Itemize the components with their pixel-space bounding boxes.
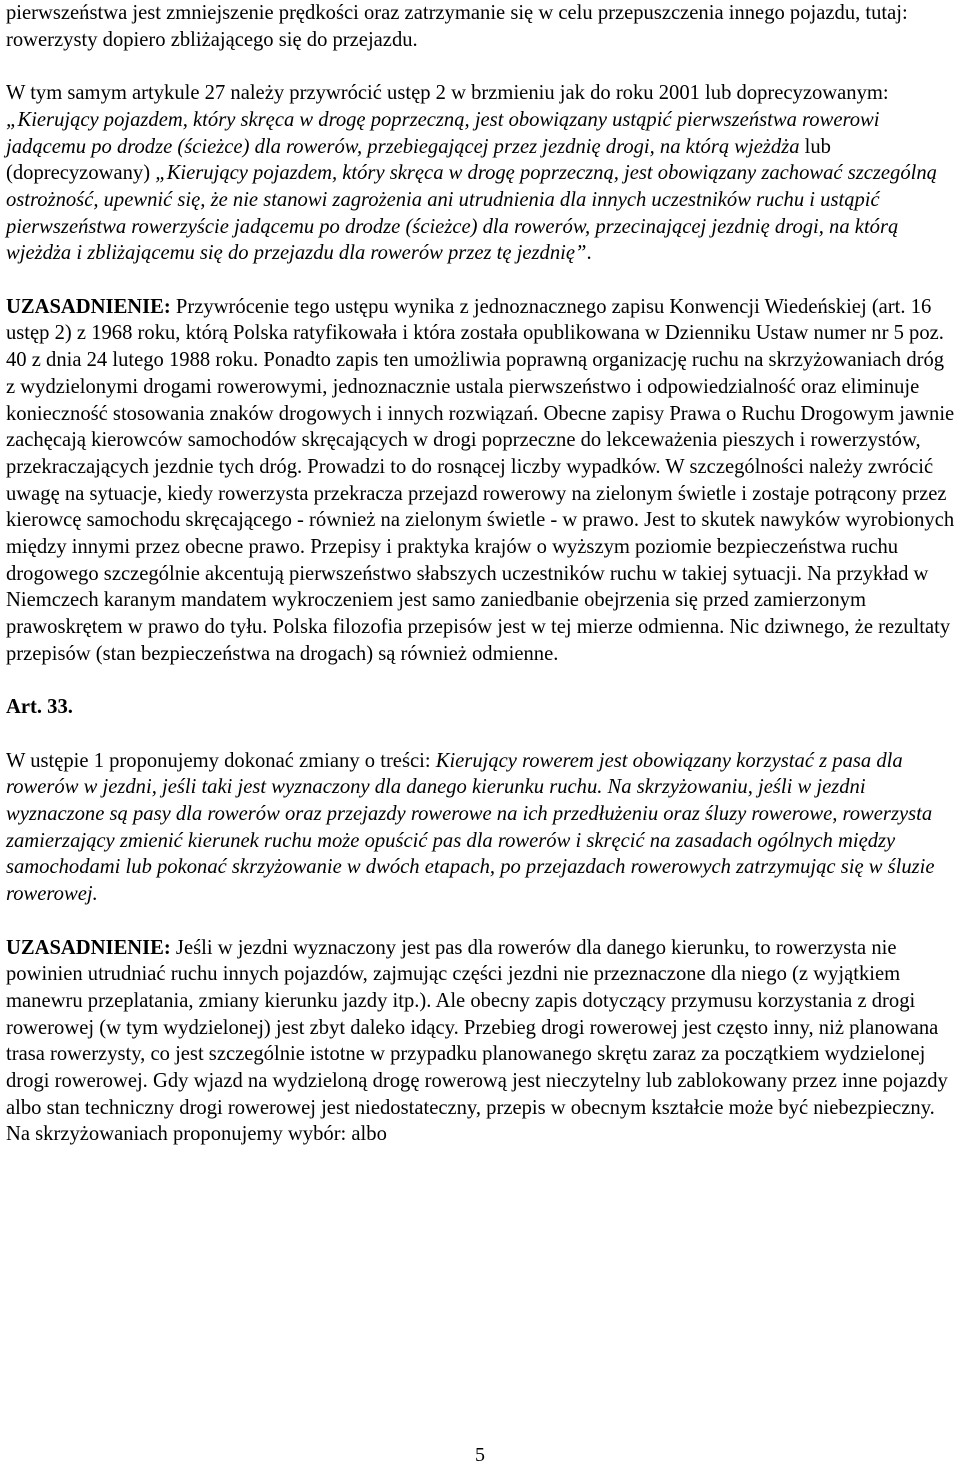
quoted-provision-2: „Kierujący pojazdem, który skręca w drogę poprzeczną, jest obowiązany zachować szczególną ostrożność, upewnić się, że nie stanowi zagrożenia ani utrudnienia dla innych uczestników ruchu i ustąpić pierwszeństwa rowerzyście jadącemu po drodze (ścieżce) dla rowerów, przecinającej jezdnię drogi, na którą wjeżdża i zbliżającemu się do przejazdu dla rowerów przez tę jezdnię”	[6, 162, 937, 265]
paragraph-art27-proposal	[6, 80, 956, 267]
quoted-provision-1: „Kierujący pojazdem, który skręca w drogę poprzeczną, jest obowiązany ustąpić pierwszeństwa rowerowi jadącemu po drodze (ścieżce) dla rowerów, przebiegającej przez jezdnię drogi, na którą wjeżdża	[6, 108, 880, 158]
paragraph-justification-2	[6, 935, 956, 1149]
paragraph-text: W ustępie 1 proponujemy dokonać zmiany o treści:	[6, 749, 436, 772]
paragraph-continuation	[6, 0, 956, 53]
document-page	[6, 0, 956, 1148]
paragraph-spacer	[6, 267, 956, 294]
paragraph-text: W tym samym artykule 27 należy przywrócić ustęp 2 w brzmieniu jak do roku 2001 lub doprecyzowanym:	[6, 82, 889, 105]
paragraph-text: Jeśli w jezdni wyznaczony jest pas dla rowerów dla danego kierunku, to rowerzysta nie powinien utrudniać ruchu innych pojazdów, zajmując części jezdni nie przeznaczone dla niego (z wyjątkiem manewru przeplatania, zmiany kierunku jazdy itp.). Ale obecny zapis dotyczący przymusu korzystania z drogi rowerowej (w tym wydzielonej) jest zbyt daleko idący. Przebieg drogi rowerowej jest często inny, niż planowana trasa rowerzysty, co jest szczególnie istotne w przypadku planowanego skrętu zaraz za początkiem wydzielonej drogi rowerowej. Gdy wjazd na wydzieloną drogę rowerową jest nieczytelny lub zablokowany przez inne pojazdy albo stan techniczny drogi rowerowej jest niedostateczny, przepis w obecnym kształcie może być niebezpieczny. Na skrzyżowaniach proponujemy wybór: albo	[6, 936, 948, 1146]
justification-label: UZASADNIENIE:	[6, 295, 171, 318]
paragraph-text: .	[586, 242, 592, 265]
paragraph-spacer	[6, 908, 956, 935]
paragraph-text: pierwszeństwa jest zmniejszenie prędkości oraz zatrzymanie się w celu przepuszczenia innego pojazdu, tutaj: rowerzysty dopiero zbliżającego się do przejazdu.	[6, 2, 908, 51]
paragraph-justification-1	[6, 294, 956, 668]
paragraph-spacer	[6, 668, 956, 695]
paragraph-text: lub (doprecyzowany)	[6, 135, 831, 185]
quoted-provision-3: Kierujący rowerem jest obowiązany korzystać z pasa dla rowerów w jezdni, jeśli taki jest wyznaczony dla danego kierunku ruchu. Na skrzyżowaniu, jeśli w jezdni wyznaczone są pasy dla rowerów oraz przejazdy rowerowe na ich przedłużeniu oraz śluzy rowerowe, rowerzysta zamierzający zmienić kierunek ruchu może opuścić pas dla rowerów i skręcić na zasadach ogólnych między samochodami lub pokonać skrzyżowanie w dwóch etapach, po przejazdach rowerowych zatrzymując się w śluzie rowerowej.	[6, 749, 935, 906]
page-number: 5	[475, 1444, 485, 1466]
justification-label: UZASADNIENIE:	[6, 936, 171, 959]
paragraph-spacer	[6, 721, 956, 748]
paragraph-text: Przywrócenie tego ustępu wynika z jednoznacznego zapisu Konwencji Wiedeńskiej (art. 16 ustęp 2) z 1968 roku, którą Polska ratyfikowała i która została opublikowana w Dzienniku Ustaw numer nr 5 poz. 40 z dnia 24 lutego 1988 roku. Ponadto zapis ten umożliwia poprawną organizację ruchu na skrzyżowaniach dróg z wydzielonymi drogami rowerowymi, jednoznacznie ustala pierwszeństwo i odpowiedzialność oraz eliminuje konieczność stosowania znaków drogowych i innych rozwiązań. Obecne zapisy Prawa o Ruchu Drogowym jawnie zachęcają kierowców samochodów skręcających w drogi poprzeczne do lekceważenia pieszych i rowerzystów, przekraczających jezdnie tych dróg. Prowadzi to do rosnącej liczby wypadków. W szczególności należy zwrócić uwagę na sytuacje, kiedy rowerzysta przekracza przejazd rowerowy na zielonym świetle i zostaje potrącony przez kierowcę samochodu skręcającego - również na zielonym świetle - w prawo. Jest to skutek nawyków wyrobionych między innymi przez obecne prawo. Przepisy i praktyka krajów o wyższym poziomie bezpieczeństwa ruchu drogowego szczególnie akcentują pierwszeństwo słabszych uczestników ruchu w takiej sytuacji. Na przykład w Niemczech karanym mandatem wykroczeniem jest samo zaniedbanie obejrzenia się przed zamierzonym prawoskrętem w prawo do tyłu. Polska filozofia przepisów jest w tej mierze odmienna. Nic dziwnego, że rezultaty przepisów (stan bezpieczeństwa na drogach) są również odmienne.	[6, 295, 955, 665]
paragraph-art33-proposal	[6, 748, 956, 908]
section-heading: Art. 33.	[6, 696, 73, 719]
paragraph-spacer	[6, 53, 956, 80]
